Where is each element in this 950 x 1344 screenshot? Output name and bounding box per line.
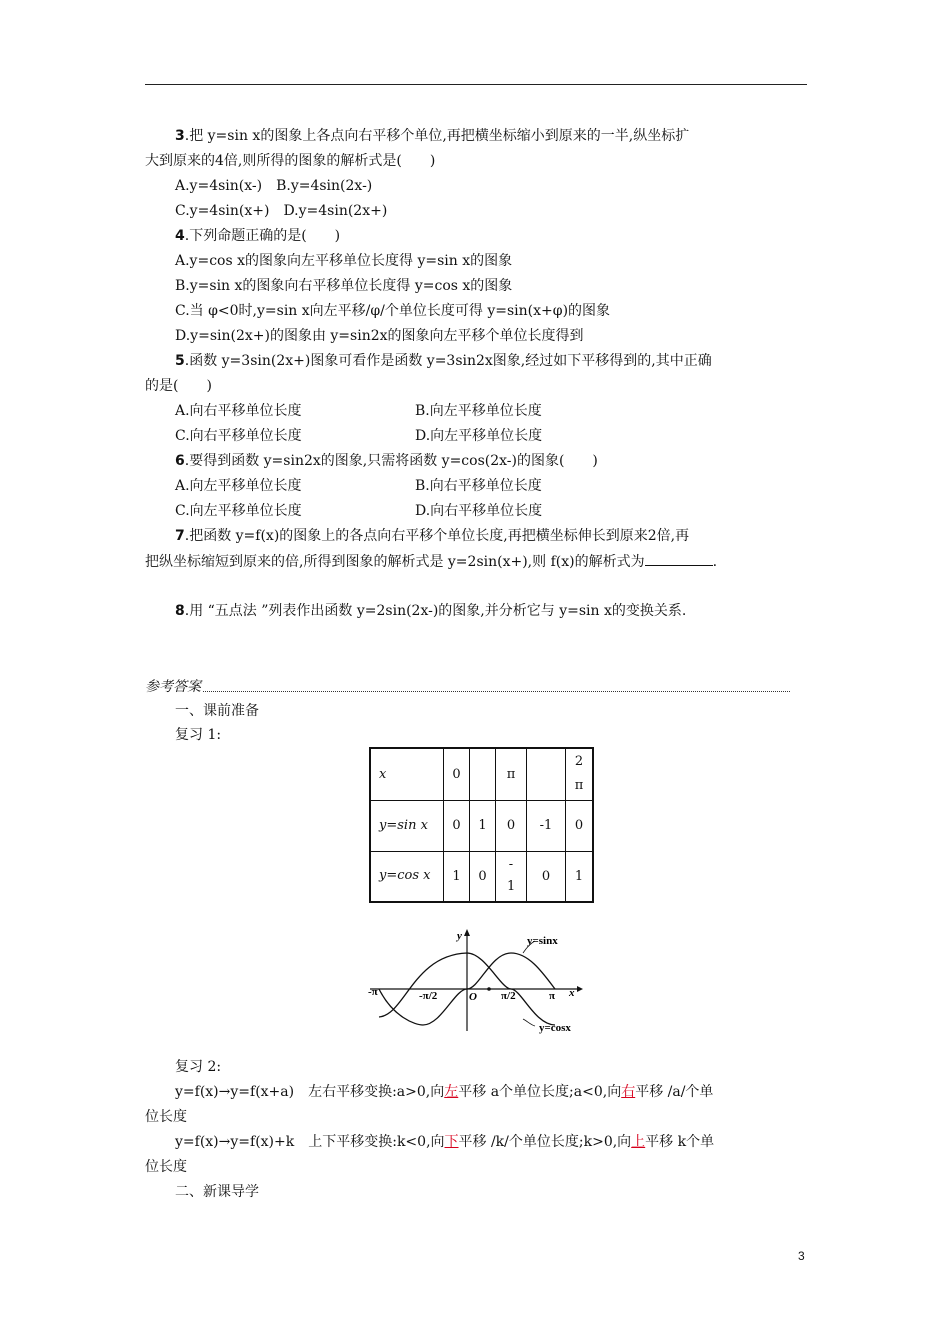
review2-horizontal-shift: y=f(x)→y=f(x+a) 左右平移变换:a>0,向左平移 a个单位长度;a<0,向右平移 /a/个单 <box>175 1084 714 1100</box>
header-rule <box>145 84 807 85</box>
table-cell: 0 <box>444 800 470 851</box>
q4-number: 4 <box>175 228 185 244</box>
q4-option-d: D.y=sin(2x+)的图象由 y=sin2x的图象向左平移个单位长度得到 <box>175 328 584 344</box>
y-axis-label: y <box>457 930 462 942</box>
section-pre-class: 一、课前准备 <box>175 703 259 719</box>
review2-vertical-shift: y=f(x)→y=f(x)+k 上下平移变换:k<0,向下平移 /k/个单位长度;k>0,向上平移 k个单 <box>175 1134 715 1150</box>
table-cell: π <box>496 748 527 800</box>
minus-one-value: -1 <box>507 857 516 895</box>
two-pi-value: 2π <box>574 754 584 794</box>
review2-label: 复习 2: <box>175 1059 222 1075</box>
q8-stem: 8.用 “五点法 ”列表作出函数 y=2sin(2x-)的图象,并分析它与 y=sin x的变换关系. <box>175 603 687 619</box>
x-axis-arrow <box>577 986 583 992</box>
answer-right: 右 <box>621 1084 636 1100</box>
q5-option-a: A.向右平移单位长度 <box>175 403 302 419</box>
q8-number: 8 <box>175 603 185 619</box>
tick-pi: π <box>549 990 556 1002</box>
table-row <box>370 748 593 800</box>
dotted-leader <box>145 691 790 692</box>
sin-cos-graph <box>365 925 590 1035</box>
q6-option-c: C.向左平移单位长度 <box>175 503 302 519</box>
tick-neg-pi: -π <box>368 986 378 998</box>
q5-option-c: C.向右平移单位长度 <box>175 428 302 444</box>
q5-option-d: D.向左平移单位长度 <box>415 428 543 444</box>
answer-up: 上 <box>631 1134 646 1150</box>
q3-stem-line1: 3.把 y=sin x的图象上各点向右平移个单位,再把横坐标缩小到原来的一半,纵坐标扩 <box>175 128 690 144</box>
table-cell: 1 <box>566 851 594 902</box>
q6-stem: 6.要得到函数 y=sin2x的图象,只需将函数 y=cos(2x-)的图象( ) <box>175 453 598 469</box>
sin-label: y=sinx <box>527 935 558 947</box>
review1-label: 复习 1: <box>175 727 222 743</box>
tick-neg-half-pi: -π/2 <box>419 990 438 1002</box>
table-cell: 0 <box>566 800 594 851</box>
table-cell <box>470 748 496 800</box>
table-cell <box>566 748 594 800</box>
table-row <box>370 851 593 902</box>
cos-label-leader <box>523 1019 535 1026</box>
table-cell: y=cos x <box>370 851 444 902</box>
table-cell: 0 <box>527 851 566 902</box>
q5-stem-line2: 的是( ) <box>145 378 212 394</box>
q5-option-b: B.向左平移单位长度 <box>415 403 542 419</box>
q6-option-a: A.向左平移单位长度 <box>175 478 302 494</box>
q4-option-a: A.y=cos x的图象向左平移单位长度得 y=sin x的图象 <box>175 253 513 269</box>
q6-option-d: D.向右平移单位长度 <box>415 503 543 519</box>
table-cell: -1 <box>527 800 566 851</box>
page-number: 3 <box>798 1249 805 1263</box>
q3-stem-line2: 大到原来的4倍,则所得的图象的解析式是( ) <box>145 153 436 169</box>
table-cell: y=sin x <box>370 800 444 851</box>
half-pi-point <box>487 987 491 991</box>
table-cell: 0 <box>496 800 527 851</box>
table-cell: 0 <box>470 851 496 902</box>
q6-number: 6 <box>175 453 185 469</box>
q4-option-c: C.当 φ<0时,y=sin x向左平移/φ/个单位长度可得 y=sin(x+φ)的图象 <box>175 303 611 319</box>
table-row <box>370 800 593 851</box>
table-cell <box>496 851 527 902</box>
cos-label: y=cosx <box>539 1022 571 1034</box>
q4-option-b: B.y=sin x的图象向右平移单位长度得 y=cos x的图象 <box>175 278 513 294</box>
x-axis-label: x <box>569 987 575 999</box>
origin-label: O <box>469 991 477 1003</box>
answer-down: 下 <box>444 1134 459 1150</box>
table-cell: x <box>370 748 444 800</box>
review2-horizontal-wrap: 位长度 <box>145 1109 187 1125</box>
q5-stem-line1: 5.函数 y=3sin(2x+)图象可看作是函数 y=3sin2x图象,经过如下平移得到的,其中正确 <box>175 353 712 369</box>
table-cell: 1 <box>470 800 496 851</box>
q6-option-b: B.向右平移单位长度 <box>415 478 542 494</box>
table-cell: 0 <box>444 748 470 800</box>
tick-half-pi: π/2 <box>501 990 516 1002</box>
table-cell <box>527 748 566 800</box>
q4-stem: 4.下列命题正确的是( ) <box>175 228 341 244</box>
q3-options-cd: C.y=4sin(x+) D.y=4sin(2x+) <box>175 203 388 219</box>
q7-stem-line2: 把纵坐标缩短到原来的倍,所得到图象的解析式是 y=2sin(x+),则 f(x)的解析式为 . <box>145 551 807 572</box>
review-table <box>369 747 594 903</box>
q7-stem-line1: 7.把函数 y=f(x)的图象上的各点向右平移个单位长度,再把横坐标伸长到原来2倍,再 <box>175 528 690 544</box>
table-cell: 1 <box>444 851 470 902</box>
review2-vertical-wrap: 位长度 <box>145 1159 187 1175</box>
q3-options-ab: A.y=4sin(x-) B.y=4sin(2x-) <box>175 178 373 194</box>
q3-number: 3 <box>175 128 185 144</box>
answer-left: 左 <box>444 1084 459 1100</box>
y-axis-arrow <box>464 929 470 936</box>
q7-answer-blank[interactable] <box>645 551 713 566</box>
section-new-lesson: 二、新课导学 <box>175 1184 259 1200</box>
q7-number: 7 <box>175 528 185 544</box>
q5-number: 5 <box>175 353 185 369</box>
answers-heading: 参考答案 <box>145 677 790 697</box>
